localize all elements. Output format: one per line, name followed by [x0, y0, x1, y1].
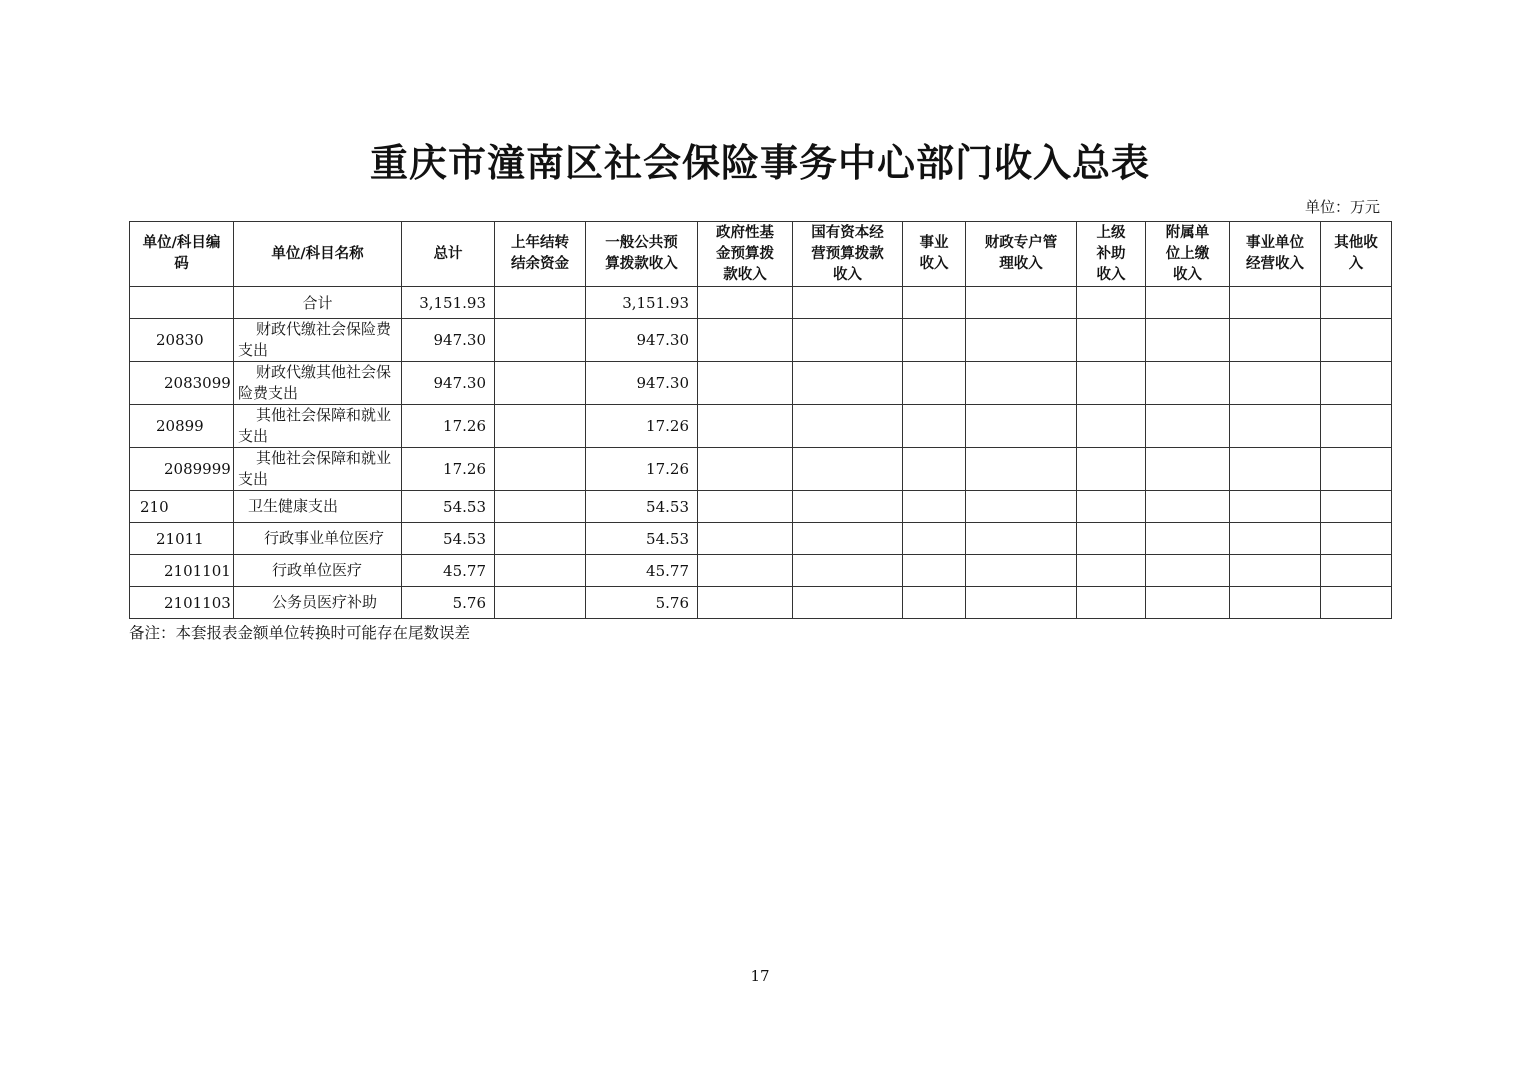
row-name: 卫生健康支出	[234, 491, 402, 523]
row-name: 其他社会保障和就业支出	[234, 405, 402, 448]
table-row	[130, 491, 1392, 523]
table-row	[130, 523, 1392, 555]
row-code	[130, 287, 234, 319]
header-row	[130, 222, 1392, 287]
row-general-budget: 3,151.93	[586, 287, 698, 319]
row-code: 20899	[130, 405, 234, 448]
row-carryover	[495, 491, 586, 523]
row-general-budget: 17.26	[586, 405, 698, 448]
row-name: 其他社会保障和就业支出	[234, 448, 402, 491]
row-code: 2101103	[130, 587, 234, 619]
row-total: 3,151.93	[402, 287, 495, 319]
table-row	[130, 287, 1392, 319]
row-carryover	[495, 523, 586, 555]
row-carryover	[495, 555, 586, 587]
table-row	[130, 587, 1392, 619]
col-header-business-income: 事业收入	[903, 222, 966, 287]
col-header-total: 总计	[402, 222, 495, 287]
col-header-carryover: 上年结转结余资金	[495, 222, 586, 287]
col-header-name: 单位/科目名称	[234, 222, 402, 287]
col-header-general-budget: 一般公共预算拨款收入	[586, 222, 698, 287]
row-code: 20830	[130, 319, 234, 362]
row-general-budget: 54.53	[586, 523, 698, 555]
footnote: 备注：本套报表金额单位转换时可能存在尾数误差	[129, 624, 471, 642]
row-total: 5.76	[402, 587, 495, 619]
table-row	[130, 555, 1392, 587]
row-code: 2083099	[130, 362, 234, 405]
col-header-affiliated: 附属单位上缴收入	[1146, 222, 1230, 287]
page-number: 17	[750, 967, 770, 985]
table-row	[130, 405, 1392, 448]
col-header-other: 其他收入	[1321, 222, 1392, 287]
row-general-budget: 17.26	[586, 448, 698, 491]
col-header-state-capital: 国有资本经营预算拨款收入	[793, 222, 903, 287]
col-header-gov-fund: 政府性基金预算拨款收入	[698, 222, 793, 287]
row-carryover	[495, 362, 586, 405]
row-general-budget: 45.77	[586, 555, 698, 587]
row-total: 54.53	[402, 523, 495, 555]
row-general-budget: 54.53	[586, 491, 698, 523]
unit-label: 单位：万元	[1304, 198, 1380, 216]
col-header-code: 单位/科目编码	[130, 222, 234, 287]
row-carryover	[495, 405, 586, 448]
table-row	[130, 448, 1392, 491]
row-total: 45.77	[402, 555, 495, 587]
income-summary-table	[129, 221, 1392, 619]
table-row	[130, 362, 1392, 405]
row-code: 210	[130, 491, 234, 523]
page-title: 重庆市潼南区社会保险事务中心部门收入总表	[369, 140, 1150, 185]
row-code: 21011	[130, 523, 234, 555]
row-total: 947.30	[402, 362, 495, 405]
row-carryover	[495, 448, 586, 491]
row-name: 行政事业单位医疗	[234, 523, 402, 555]
table-row	[130, 319, 1392, 362]
col-header-special-account: 财政专户管理收入	[966, 222, 1077, 287]
row-code: 2101101	[130, 555, 234, 587]
row-total: 947.30	[402, 319, 495, 362]
row-name: 财政代缴社会保险费支出	[234, 319, 402, 362]
row-general-budget: 947.30	[586, 362, 698, 405]
row-name: 合计	[234, 287, 402, 319]
row-name: 公务员医疗补助	[234, 587, 402, 619]
row-carryover	[495, 587, 586, 619]
row-general-budget: 947.30	[586, 319, 698, 362]
row-code: 2089999	[130, 448, 234, 491]
row-general-budget: 5.76	[586, 587, 698, 619]
row-total: 54.53	[402, 491, 495, 523]
row-carryover	[495, 319, 586, 362]
row-name: 行政单位医疗	[234, 555, 402, 587]
row-carryover	[495, 287, 586, 319]
row-total: 17.26	[402, 405, 495, 448]
row-total: 17.26	[402, 448, 495, 491]
col-header-superior-subsidy: 上级补助收入	[1077, 222, 1146, 287]
row-name: 财政代缴其他社会保险费支出	[234, 362, 402, 405]
col-header-operating: 事业单位经营收入	[1230, 222, 1321, 287]
